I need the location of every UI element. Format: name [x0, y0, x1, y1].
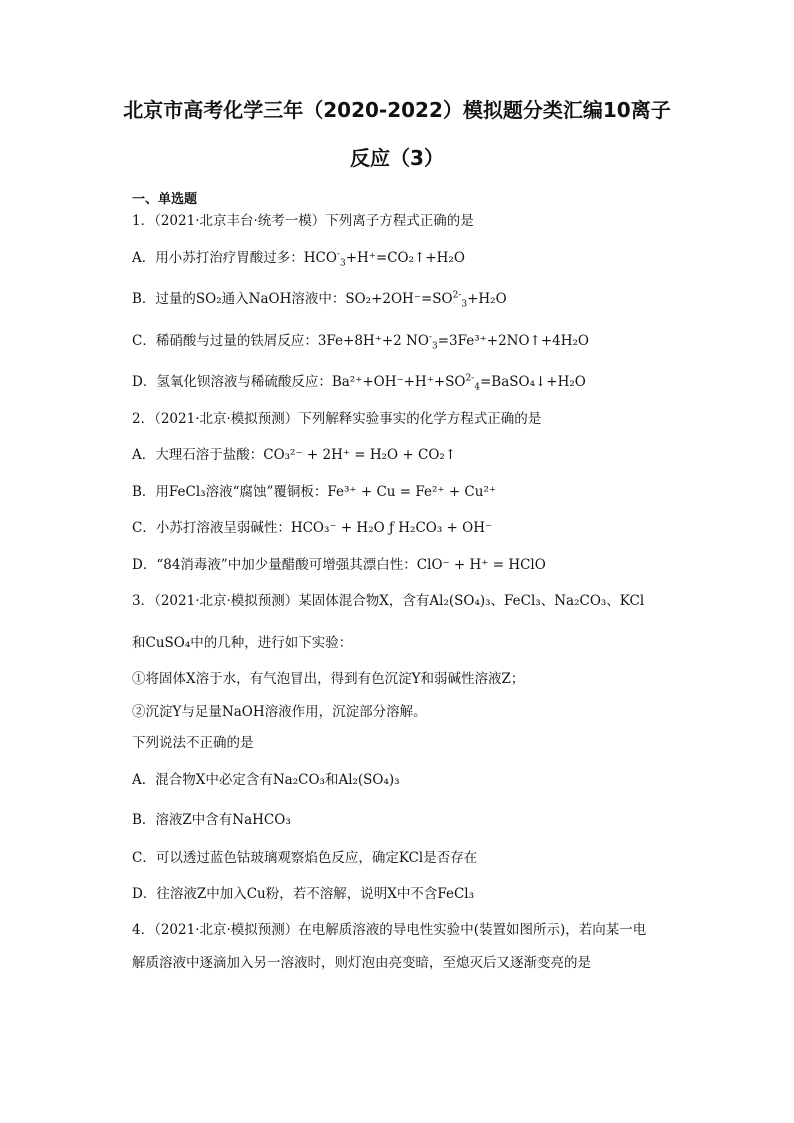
- q1-d-sup: 2-: [465, 373, 475, 384]
- q2-option-d: D．“84消毒液”中加少量醋酸可增强其漂白性：ClO⁻ + H⁺ = HClO: [132, 557, 546, 573]
- q1-c-sub: 3: [431, 341, 438, 352]
- q2-option-c: C．小苏打溶液呈弱碱性：HCO₃⁻ + H₂O ƒ H₂CO₃ + OH⁻: [132, 520, 493, 536]
- q1-b-pre: B．过量的SO₂通入NaOH溶液中：SO₂+2OH⁻=SO: [132, 291, 453, 307]
- q3-step2: ②沉淀Y与足量NaOH溶液作用，沉淀部分溶解。: [132, 704, 427, 720]
- q1-a-sub: 3: [339, 258, 346, 269]
- section-heading: 一、单选题: [132, 192, 198, 207]
- doc-title-line2: 反应（3）: [350, 146, 444, 170]
- q3-stem-line2: 和CuSO₄中的几种，进行如下实验：: [132, 635, 353, 651]
- q1-a-pre: A．用小苏打治疗胃酸过多：HCO: [132, 250, 337, 266]
- q1-stem: 1．（2021·北京丰台·统考一模）下列离子方程式正确的是: [132, 213, 474, 229]
- q3-stem-line1: 3．（2021·北京·模拟预测）某固体混合物X，含有Al₂(SO₄)₃、FeCl₃、Na₂CO₃、KCl: [132, 593, 645, 609]
- q2-option-b: B．用FeCl₃溶液“腐蚀”覆铜板：Fe³⁺ + Cu = Fe²⁺ + Cu²⁺: [132, 484, 496, 500]
- q4-stem-line1: 4．（2021·北京·模拟预测）在电解质溶液的导电性实验中(装置如图所示)，若向某一电: [132, 922, 647, 938]
- q3-option-c: C．可以透过蓝色钴玻璃观察焰色反应，确定KCl是否存在: [132, 850, 478, 866]
- q1-d-sub: 4: [474, 382, 480, 393]
- q1-c-pre: C．稀硝酸与过量的铁屑反应：3Fe+8H⁺+2 NO: [132, 333, 429, 349]
- q3-step1: ①将固体X溶于水，有气泡冒出，得到有色沉淀Y和弱碱性溶液Z；: [132, 671, 525, 687]
- q1-a-post: +H⁺=CO₂↑+H₂O: [345, 250, 465, 266]
- q1-b-sup: 2-: [452, 290, 462, 301]
- q1-c-post: =3Fe³⁺+2NO↑+4H₂O: [437, 333, 590, 349]
- q1-d-pre: D．氢氧化钡溶液与稀硫酸反应：Ba²⁺+OH⁻+H⁺+SO: [132, 374, 466, 390]
- q2-option-a: A．大理石溶于盐酸：CO₃²⁻ + 2H⁺ = H₂O + CO₂↑: [132, 447, 457, 463]
- q1-d-post: =BaSO₄↓+H₂O: [479, 374, 586, 390]
- q1-option-d: [132, 373, 586, 391]
- q1-option-a: [132, 249, 465, 267]
- q3-option-b: B．溶液Z中含有NaHCO₃: [132, 812, 291, 828]
- q1-option-b: [132, 290, 507, 308]
- doc-title-line1: 北京市高考化学三年（2020-2022）模拟题分类汇编10离子: [123, 98, 671, 122]
- q1-c-sup: -: [428, 332, 432, 343]
- q3-option-a: A．混合物X中必定含有Na₂CO₃和Al₂(SO₄)₃: [132, 772, 400, 788]
- q3-ask: 下列说法不正确的是: [132, 735, 254, 751]
- q1-b-sub: 3: [461, 299, 468, 310]
- q1-option-c: [132, 332, 589, 350]
- q2-stem: 2．（2021·北京·模拟预测）下列解释实验事实的化学方程式正确的是: [132, 411, 542, 427]
- q3-option-d: D．往溶液Z中加入Cu粉，若不溶解，说明X中不含FeCl₃: [132, 886, 475, 902]
- q4-stem-line2: 解质溶液中逐滴加入另一溶液时，则灯泡由亮变暗，至熄灭后又逐渐变亮的是: [132, 955, 591, 971]
- q1-a-sup: -: [336, 249, 340, 260]
- q1-b-post: +H₂O: [467, 291, 507, 307]
